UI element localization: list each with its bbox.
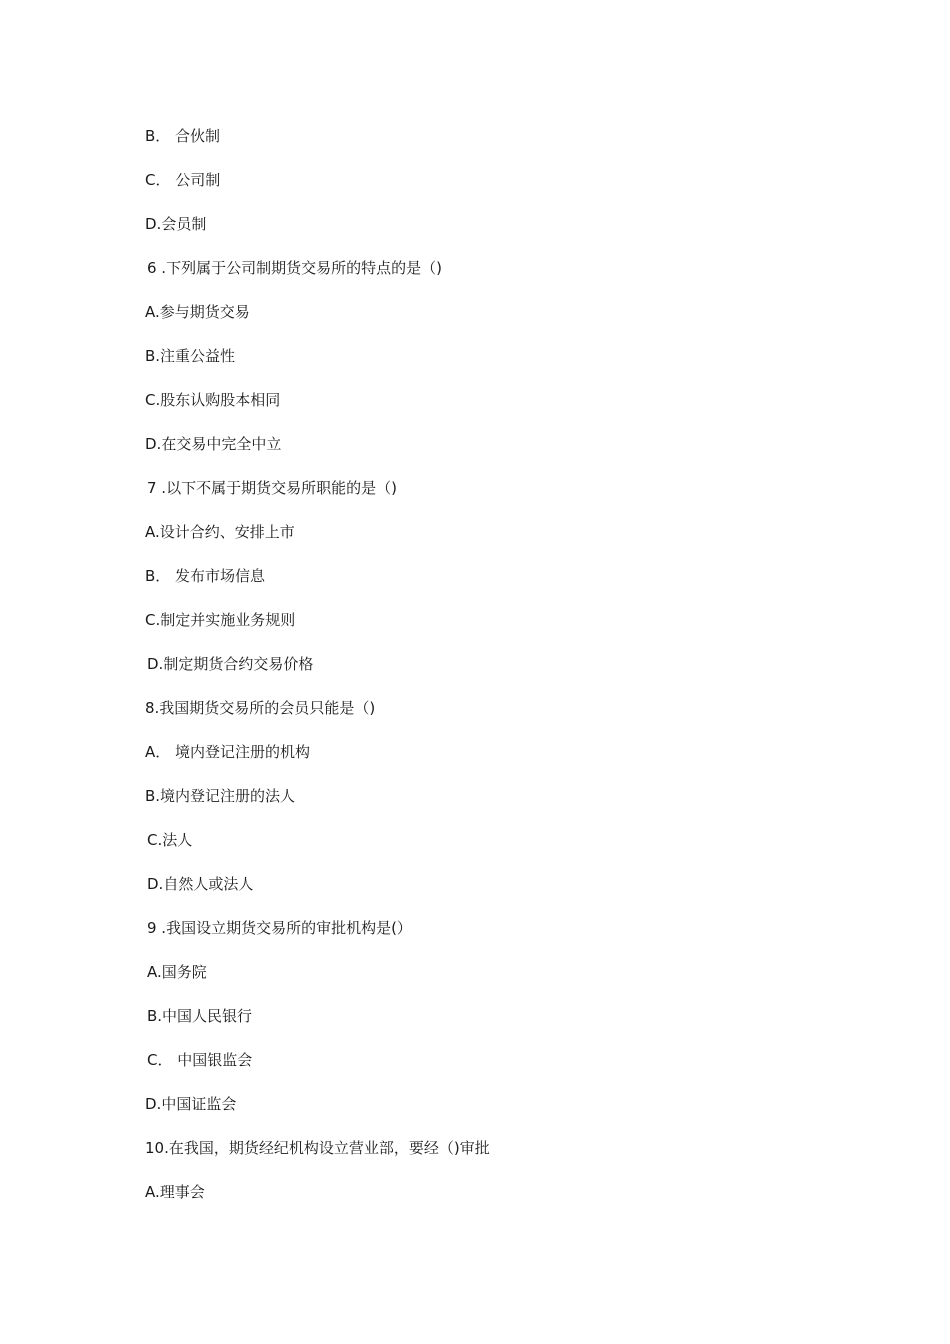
question-7-option-d: D.制定期货合约交易价格 [147, 655, 314, 673]
question-8-option-a: A． 境内登记注册的机构 [145, 743, 311, 761]
question-7-option-c: C.制定并实施业务规则 [145, 611, 296, 629]
question-9: 9 .我国设立期货交易所的审批机构是(） [147, 919, 412, 937]
question-6-option-b: B.注重公益性 [145, 347, 236, 365]
option-b-partnership: B． 合伙制 [145, 127, 221, 145]
option-d-membership: D.会员制 [145, 215, 207, 233]
question-9-option-a: A.国务院 [147, 963, 207, 981]
question-8-option-b: B.境内登记注册的法人 [145, 787, 296, 805]
option-c-corporate: C． 公司制 [145, 171, 221, 189]
question-7-option-a: A.设计合约、安排上市 [145, 523, 295, 541]
question-7-option-b: B． 发布市场信息 [145, 567, 266, 585]
question-8-option-d: D.自然人或法人 [147, 875, 254, 893]
question-6-option-c: C.股东认购股本相同 [145, 391, 281, 409]
question-9-option-d: D.中国证监会 [145, 1095, 237, 1113]
question-6-option-d: D.在交易中完全中立 [145, 435, 282, 453]
question-6: 6 .下列属于公司制期货交易所的特点的是（) [147, 259, 442, 277]
question-9-option-b: B.中国人民银行 [147, 1007, 253, 1025]
question-10-option-a: A.理事会 [145, 1183, 205, 1201]
question-10: 10.在我国，期货经纪机构设立营业部，要经（)审批 [145, 1139, 490, 1157]
question-8: 8.我国期货交易所的会员只能是（) [145, 699, 376, 717]
question-6-option-a: A.参与期货交易 [145, 303, 250, 321]
question-9-option-c: C． 中国银监会 [147, 1051, 253, 1069]
question-7: 7 .以下不属于期货交易所职能的是（) [147, 479, 397, 497]
question-8-option-c: C.法人 [147, 831, 193, 849]
